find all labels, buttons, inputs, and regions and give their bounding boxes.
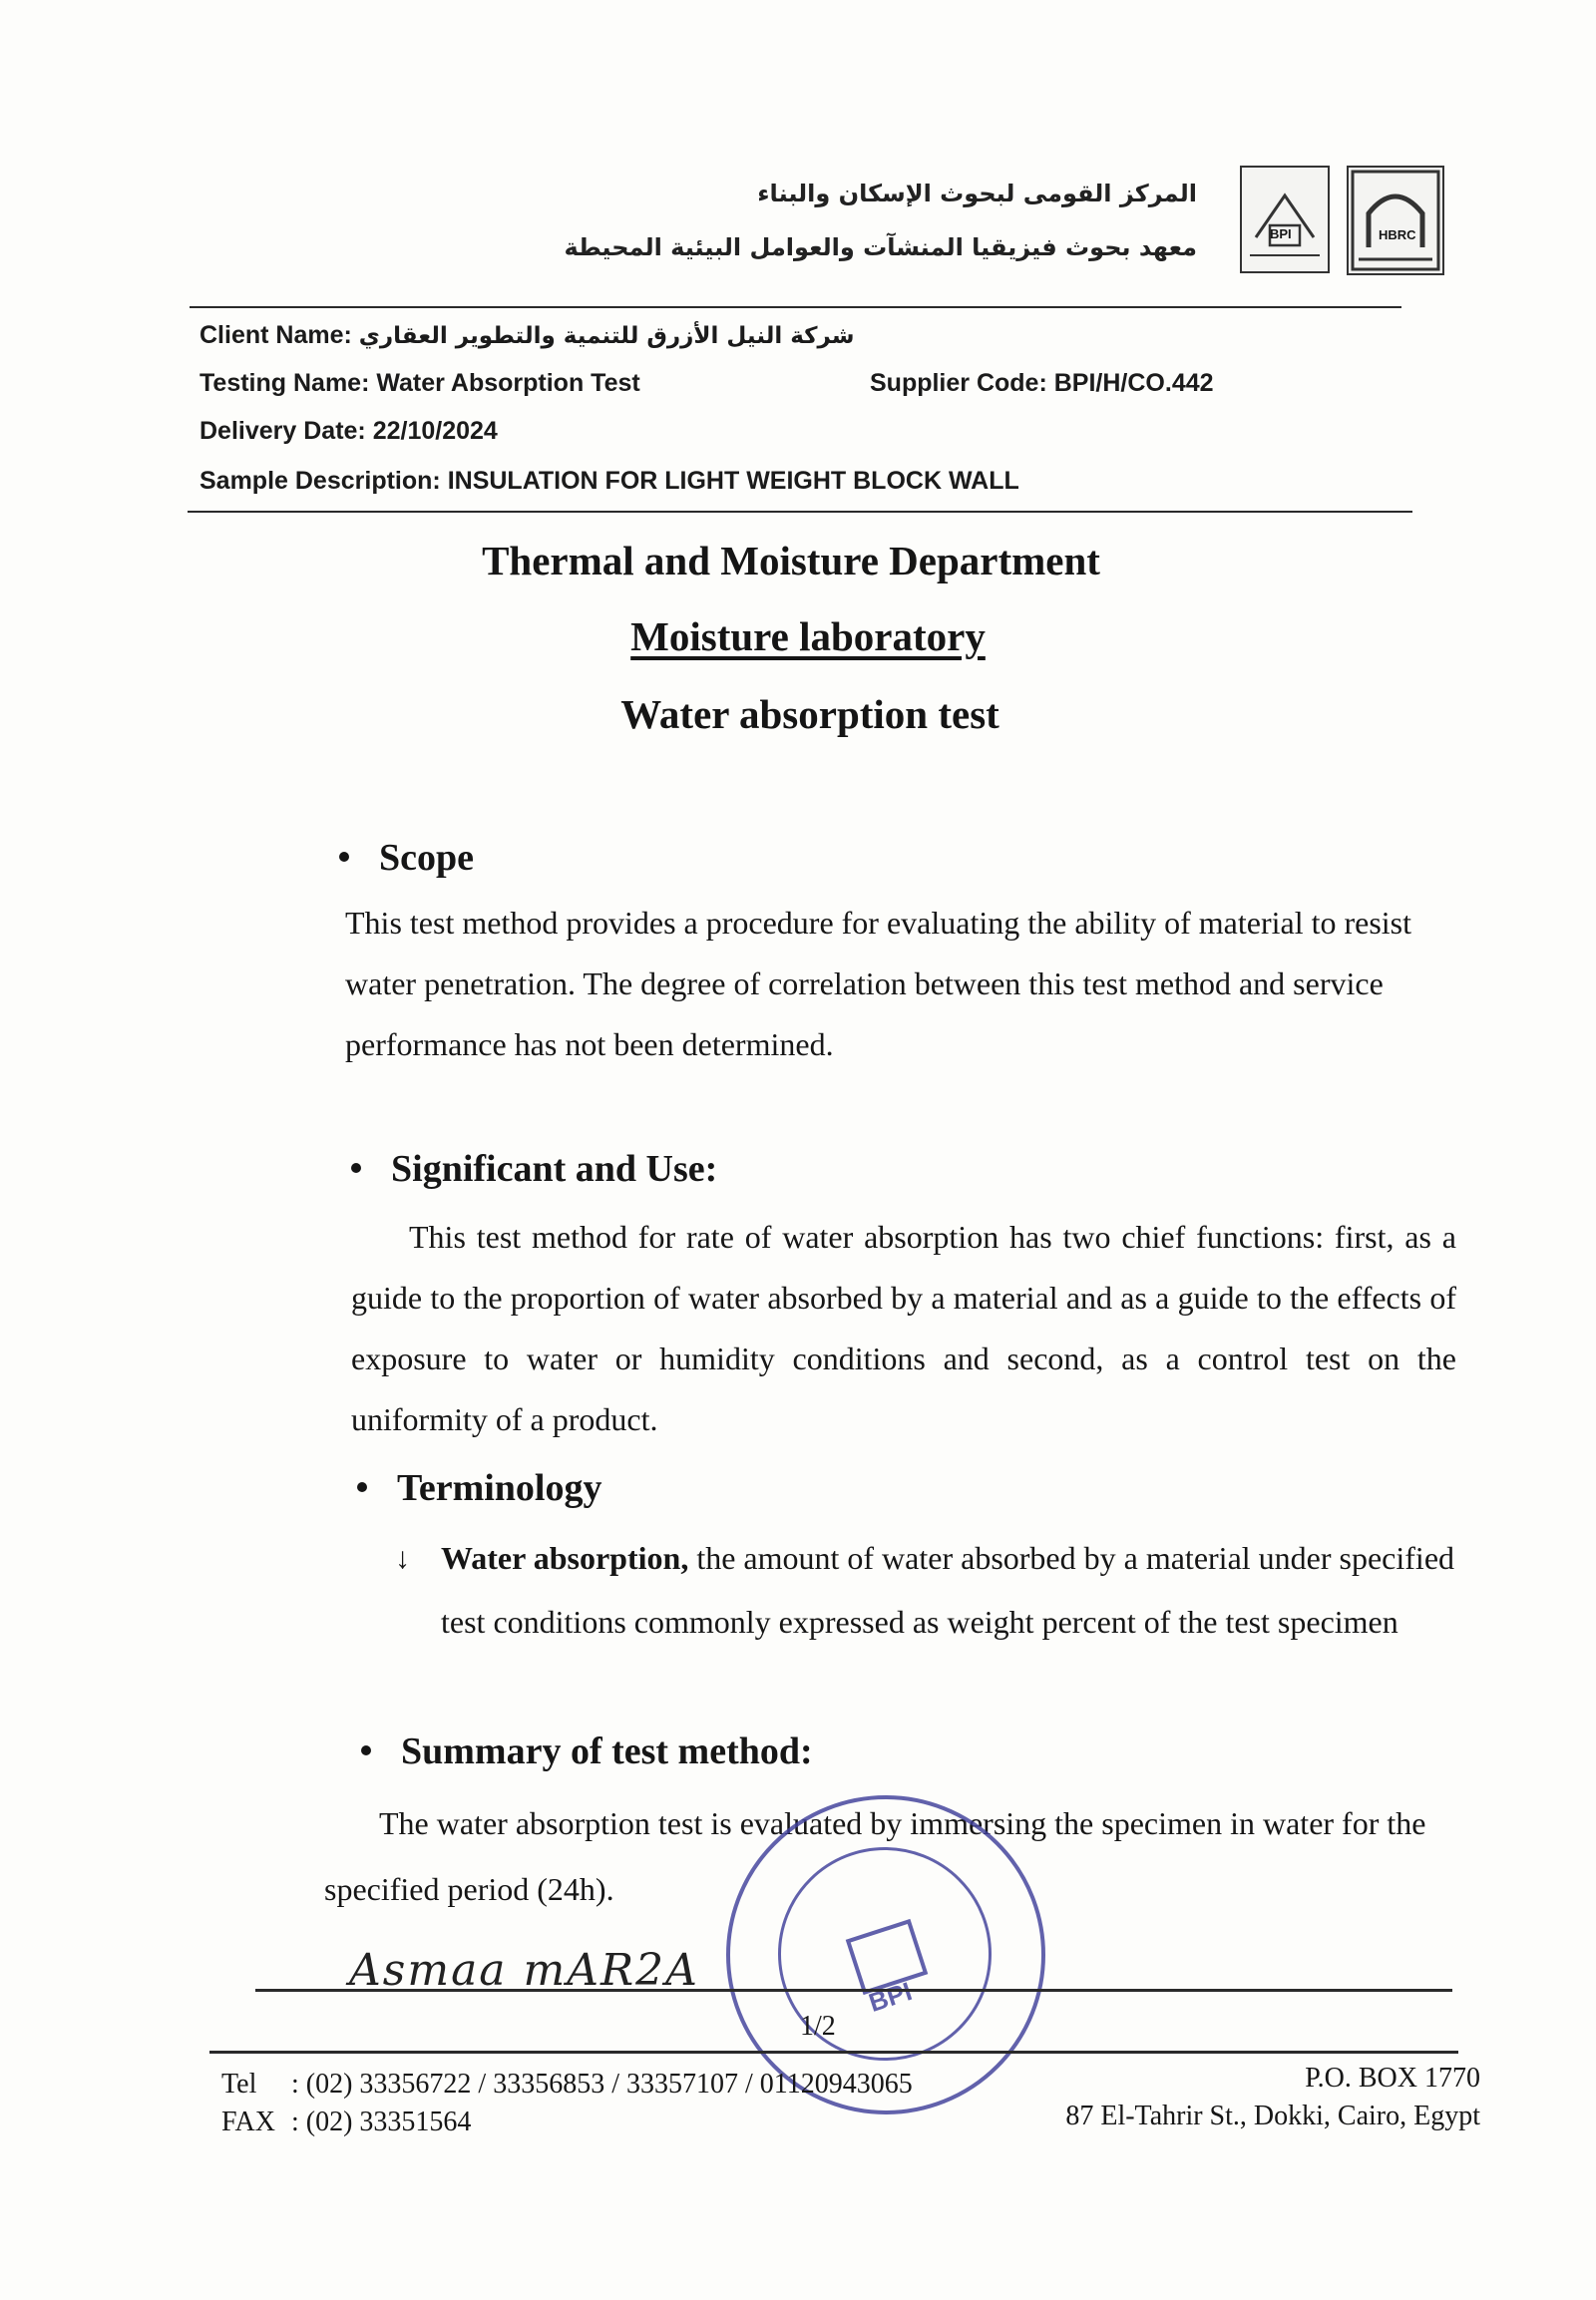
supplier-code: [870, 369, 1214, 398]
supplier-value: BPI/H/CO.442: [1053, 369, 1214, 397]
laboratory-title: Moisture laboratory: [630, 613, 986, 659]
hbrc-logo-icon: [1349, 168, 1442, 273]
sample-value: INSULATION FOR LIGHT WEIGHT BLOCK WALL: [447, 467, 1019, 495]
signature: Asmaa mAR2A: [349, 1945, 699, 1996]
bullet-icon: [339, 852, 349, 862]
hbrc-logo: [1347, 166, 1444, 275]
department-title: Thermal and Moisture Department: [482, 538, 1100, 583]
supplier-label: Supplier Code:: [870, 369, 1047, 397]
summary-heading: Summary of test method:: [361, 1729, 813, 1773]
stamp-center-text: BPI: [865, 1976, 916, 2018]
bpi-logo-text: BPI: [1270, 226, 1292, 241]
scope-heading: Scope: [339, 836, 474, 880]
sample-description: [200, 467, 1019, 496]
institute-name-arabic: المركز القومى لبحوث الإسكان والبناء: [757, 180, 1197, 207]
terminology-heading: Terminology: [357, 1466, 602, 1510]
footer-fax: [221, 2107, 471, 2138]
bullet-icon: [351, 1163, 361, 1173]
term-name: Water absorption,: [441, 1540, 689, 1576]
significant-paragraph: This test method for rate of water absorption has two chief functions: first, as a guide to the proportion of water absorbed by a material and as a guide to the effects of exposure to water or humidity conditions and second, as a control test on the uniformity of a product.: [351, 1219, 1456, 1437]
institute-subname-arabic: معهد بحوث فيزيقيا المنشآت والعوامل البيئية المحيطة: [564, 233, 1197, 261]
footer-address: 87 El-Tahrir St., Dokki, Cairo, Egypt: [1065, 2101, 1480, 2131]
bullet-icon: [357, 1482, 367, 1492]
testing-name: [200, 369, 640, 398]
client-value: شركة النيل الأزرق للتنمية والتطوير العقاري: [358, 323, 855, 349]
client-label: Client Name:: [200, 321, 352, 349]
bpi-logo: [1240, 166, 1330, 273]
scope-paragraph: This test method provides a procedure for evaluating the ability of material to resist water penetration. The degree of correlation between this test method and service performance has not been determined.: [345, 905, 1412, 1062]
footer-rule: [209, 2051, 1458, 2054]
delivery-date: [200, 417, 498, 446]
tel-label: Tel: [221, 2069, 257, 2100]
header-rule: [190, 306, 1401, 308]
client-name: [200, 321, 854, 350]
hbrc-logo-text: HBRC: [1379, 227, 1416, 242]
sample-label: Sample Description:: [200, 467, 441, 495]
tel-value: : (02) 33356722 / 33356853 / 33357107 / 01120943065: [291, 2069, 913, 2100]
footer-tel: [221, 2069, 913, 2101]
signature-rule: [255, 1989, 1452, 1992]
test-title: Water absorption test: [620, 691, 999, 737]
testing-value: Water Absorption Test: [376, 369, 640, 397]
bullet-icon: [361, 1745, 371, 1755]
footer-pobox: P.O. BOX 1770: [1305, 2063, 1480, 2094]
fax-value: : (02) 33351564: [291, 2107, 472, 2137]
info-rule: [188, 511, 1412, 513]
testing-label: Testing Name:: [200, 369, 370, 397]
delivery-value: 22/10/2024: [372, 417, 498, 445]
summary-paragraph: The water absorption test is evaluated by immersing the specimen in water for the specified period (24h).: [324, 1805, 1426, 1907]
significant-heading: Significant and Use:: [351, 1147, 717, 1191]
delivery-label: Delivery Date:: [200, 417, 366, 445]
terminology-definition: [441, 1526, 1478, 1654]
fax-label: FAX: [221, 2107, 275, 2137]
bpi-logo-icon: [1242, 168, 1328, 271]
page-number: 1/2: [800, 2011, 836, 2042]
term-text: the amount of water absorbed by a material under specified test conditions commonly expressed as weight percent of the test specimen: [441, 1540, 1455, 1640]
terminology-arrow-icon: ↓: [395, 1542, 410, 1575]
